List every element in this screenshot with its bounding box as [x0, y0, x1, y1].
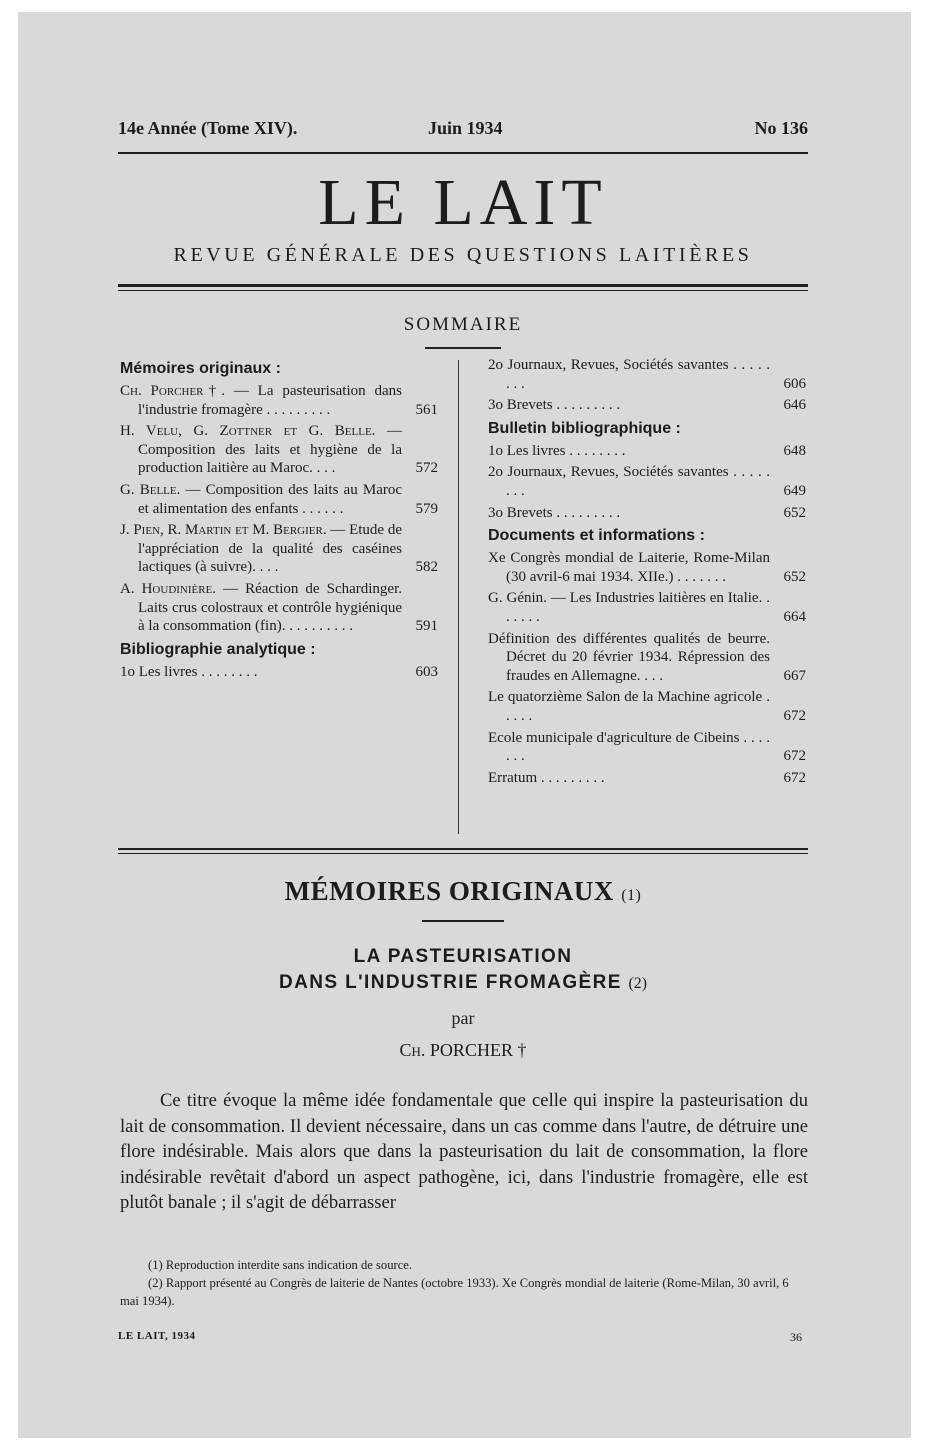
- section-divider: [422, 920, 504, 922]
- toc-entry: [120, 382, 438, 419]
- footnote-1: (1) Reproduction interdite sans indication de source.: [148, 1258, 413, 1272]
- section-heading-bibliographie: Bibliographie analytique :: [120, 640, 316, 658]
- document-page: [118, 0, 808, 1450]
- toc-page: 591: [415, 618, 438, 635]
- toc-title: 1o Les livres . . . . . . . .: [120, 663, 258, 680]
- toc-entry: [488, 769, 806, 788]
- section-heading-documents: Documents et informations :: [488, 527, 705, 545]
- toc-entry: [488, 442, 806, 461]
- toc-page: 646: [783, 397, 806, 414]
- toc-title: 3o Brevets . . . . . . . . .: [488, 504, 621, 521]
- toc-title: — Réaction de Schardinger. Laits crus colostraux et contrôle hygiénique à la consommation (fin). . . . . . . . . .: [138, 580, 402, 635]
- toc-author: A. Houdinière.: [120, 580, 217, 597]
- toc-entry: [488, 396, 806, 415]
- toc-entry: [120, 481, 438, 518]
- header-rule: [118, 152, 808, 154]
- toc-author: Ch. Porcher†.: [120, 383, 225, 399]
- toc-entry: [120, 422, 438, 478]
- article-title-line1: LA PASTEURISATION: [353, 946, 573, 967]
- toc-entry: [120, 580, 438, 636]
- toc-title: Xe Congrès mondial de Laiterie, Rome-Milan (30 avril-6 mai 1934. XIIe.) . . . . . . .: [488, 550, 770, 585]
- toc-author: H. Velu, G. Zottner et G. Belle.: [120, 423, 376, 440]
- toc-page: 652: [783, 504, 806, 521]
- toc-title: G. Génin. — Les Industries laitières en Italie. . . . . . .: [488, 590, 770, 625]
- page-number: 36: [790, 1330, 802, 1344]
- footer-journal: LE LAIT, 1934: [118, 1330, 196, 1342]
- toc-entry: [488, 356, 806, 393]
- sommaire-heading: SOMMAIRE: [403, 314, 523, 335]
- section-title: [118, 876, 808, 907]
- issue-number: No 136: [754, 118, 808, 138]
- toc-title: Le quatorzième Salon de la Machine agricole . . . . .: [488, 689, 770, 724]
- footnote-2: (2) Rapport présenté au Congrès de laiterie de Nantes (octobre 1933). Xe Congrès mondial de laiterie (Rome-Milan, 30 avril, 6 mai 1934).: [120, 1276, 789, 1308]
- article-title-line2-text: DANS L'INDUSTRIE FROMAGÈRE: [279, 972, 622, 993]
- toc-author: J. Pien, R. Martin et M. Bergier.: [120, 522, 327, 539]
- toc-page: 649: [783, 482, 806, 499]
- toc-page: 667: [783, 667, 806, 684]
- toc-title: 2o Journaux, Revues, Sociétés savantes . . . . . . . .: [488, 464, 770, 499]
- section-heading-bulletin: Bulletin bibliographique :: [488, 419, 681, 437]
- toc-title: 2o Journaux, Revues, Sociétés savantes . . . . . . . .: [488, 357, 770, 392]
- toc-entry: [120, 521, 438, 577]
- toc-title: Ecole municipale d'agriculture de Cibeins . . . . . . .: [488, 729, 770, 765]
- toc-title: 1o Les livres . . . . . . . .: [488, 442, 626, 459]
- toc-author: G. Belle.: [120, 481, 181, 498]
- toc-page: 561: [415, 401, 438, 418]
- article-author: [118, 1040, 808, 1061]
- sommaire-bottom-rule-thin: [118, 853, 808, 854]
- toc-entry: [488, 688, 806, 725]
- toc-page: 582: [415, 559, 438, 576]
- toc-page: 672: [783, 707, 806, 724]
- footnote-ref: (2): [628, 975, 647, 992]
- title-rule-thick: [118, 284, 808, 287]
- section-heading-memoires: Mémoires originaux :: [120, 360, 281, 377]
- toc-entry: [488, 463, 806, 500]
- article-body: Ce titre évoque la même idée fondamentale que celle qui inspire la pasteurisation du lait de consommation. Il devient nécessaire, dans un cas comme dans l'autre, de détruire une flore indésirable. Mais alors que dans la pasteurisation du lait de consommation, la flore indésirable revêtait d'abord un aspect pathogène, ici, dans l'industrie fromagère, elle est plutôt banale ; il s'agit de débarrasser: [120, 1090, 808, 1213]
- journal-title: LE LAIT: [318, 166, 608, 239]
- journal-subtitle: REVUE GÉNÉRALE DES QUESTIONS LAITIÈRES: [173, 244, 753, 266]
- title-rule-thin: [118, 290, 808, 291]
- issue-date: Juin 1934: [428, 118, 503, 138]
- sommaire-bottom-rule-thick: [118, 848, 808, 850]
- toc-page: 672: [783, 748, 806, 765]
- sommaire-divider: [425, 347, 501, 349]
- toc-page: 603: [415, 663, 438, 680]
- year-volume: 14e Année (Tome XIV).: [118, 118, 298, 138]
- toc-entry: [120, 663, 438, 682]
- toc-title: Erratum . . . . . . . . .: [488, 769, 605, 786]
- toc-title: — La pasteurisation dans l'industrie fromagère . . . . . . . . .: [138, 383, 402, 418]
- toc-page: 664: [783, 608, 806, 625]
- toc-page: 648: [783, 442, 806, 459]
- column-divider: [458, 360, 459, 834]
- toc-page: 579: [415, 500, 438, 517]
- sommaire-right-column: [488, 356, 806, 790]
- toc-entry: [488, 549, 806, 586]
- article-title-line2: [118, 972, 808, 994]
- toc-title: — Etude de l'appréciation de la qualité des caséines lactiques (à suivre). . . .: [138, 522, 402, 576]
- toc-page: 572: [415, 460, 438, 477]
- toc-title: — Composition des laits et hygiène de la production laitière au Maroc. . . .: [138, 423, 402, 477]
- footnote-ref: (1): [621, 887, 642, 904]
- toc-title: Définition des différentes qualités de beurre. Décret du 20 février 1934. Répression des fraudes en Allemagne. . . .: [488, 630, 770, 684]
- toc-entry: [488, 504, 806, 523]
- article-author-name: Ch. PORCHER †: [399, 1040, 527, 1060]
- byline-par: par: [451, 1008, 475, 1028]
- toc-page: 672: [783, 769, 806, 786]
- toc-page: 606: [783, 375, 806, 392]
- toc-entry: [488, 589, 806, 626]
- toc-page: 652: [783, 568, 806, 585]
- toc-entry: [488, 729, 806, 766]
- toc-title: — Composition des laits au Maroc et alimentation des enfants . . . . . .: [138, 481, 403, 517]
- toc-title: 3o Brevets . . . . . . . . .: [488, 397, 621, 414]
- sommaire-left-column: [120, 356, 438, 684]
- section-title-text: MÉMOIRES ORIGINAUX: [284, 876, 614, 906]
- toc-entry: [488, 630, 806, 686]
- footnotes: [120, 1256, 810, 1310]
